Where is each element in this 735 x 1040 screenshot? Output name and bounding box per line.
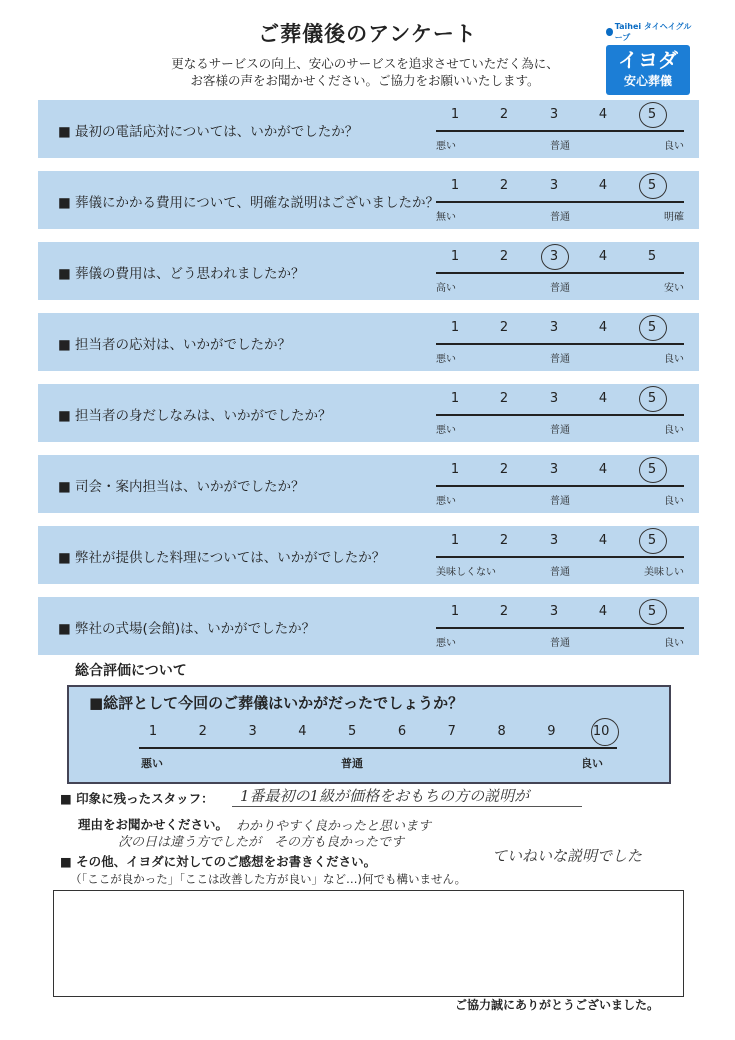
high-label: 良い bbox=[664, 354, 684, 365]
overall-option-2[interactable]: 2 bbox=[198, 724, 207, 739]
comment-box[interactable] bbox=[53, 890, 684, 997]
rating-option-1[interactable]: 1 bbox=[450, 107, 460, 122]
rating-option-4[interactable]: 4 bbox=[598, 178, 608, 193]
overall-question: ■総評として今回のご葬儀はいかがだったでしょうか？ bbox=[89, 694, 464, 712]
rating-option-4[interactable]: 4 bbox=[598, 462, 608, 477]
high-label: 良い bbox=[664, 638, 684, 649]
low-label: 悪い bbox=[436, 638, 456, 649]
mid-label: 普通 bbox=[550, 212, 570, 223]
staff-handwritten-3: 次の日は違う方でしたが その方も良かったです bbox=[118, 835, 405, 850]
question-text: ■ 葬儀にかかる費用について、明確な説明はございましたか？ bbox=[58, 195, 440, 211]
question-text: ■ 最初の電話応対については、いかがでしたか？ bbox=[58, 124, 359, 140]
rating-scale bbox=[436, 455, 684, 513]
rating-line bbox=[436, 272, 684, 274]
mid-label: 普通 bbox=[550, 283, 570, 294]
thanks-text: ご協力誠にありがとうございました。 bbox=[455, 998, 660, 1012]
low-label: 無い bbox=[436, 212, 456, 223]
overall-mid-label: 普通 bbox=[341, 757, 363, 770]
low-label: 悪い bbox=[436, 425, 456, 436]
mid-label: 普通 bbox=[550, 354, 570, 365]
staff-handwritten-2: わかりやすく良かったと思います bbox=[236, 819, 432, 834]
rating-option-5[interactable]: 5 bbox=[647, 604, 657, 619]
rating-scale bbox=[436, 171, 684, 229]
overall-option-7[interactable]: 7 bbox=[447, 724, 456, 739]
brand-box bbox=[606, 45, 690, 95]
mid-label: 普通 bbox=[550, 638, 570, 649]
mid-label: 普通 bbox=[550, 496, 570, 507]
high-label: 良い bbox=[664, 141, 684, 152]
rating-option-2[interactable]: 2 bbox=[499, 107, 509, 122]
brand-logo bbox=[606, 21, 692, 95]
rating-option-3[interactable]: 3 bbox=[549, 533, 559, 548]
rating-option-5[interactable]: 5 bbox=[647, 391, 657, 406]
question-row bbox=[38, 242, 699, 300]
brand-group-text: Taihei タイヘイグループ bbox=[614, 22, 692, 42]
rating-scale bbox=[436, 384, 684, 442]
rating-option-1[interactable]: 1 bbox=[450, 604, 460, 619]
rating-line bbox=[436, 130, 684, 132]
rating-option-3[interactable]: 3 bbox=[549, 391, 559, 406]
rating-option-2[interactable]: 2 bbox=[499, 533, 509, 548]
staff-handwritten-1: 1番最初の1級が価格をおもちの方の説明が bbox=[240, 787, 530, 805]
rating-option-4[interactable]: 4 bbox=[598, 320, 608, 335]
rating-option-3[interactable]: 3 bbox=[549, 462, 559, 477]
overall-option-4[interactable]: 4 bbox=[298, 724, 307, 739]
rating-option-5[interactable]: 5 bbox=[647, 462, 657, 477]
answer-circle bbox=[639, 102, 667, 128]
low-label: 悪い bbox=[436, 354, 456, 365]
mid-label: 普通 bbox=[550, 567, 570, 578]
rating-option-5[interactable]: 5 bbox=[647, 178, 657, 193]
page-title: ご葬儀後のアンケート bbox=[258, 22, 477, 46]
question-row bbox=[38, 384, 699, 442]
intro-line-2: お客様の声をお聞かせください。ご協力をお願いいたします。 bbox=[190, 73, 540, 88]
rating-option-1[interactable]: 1 bbox=[450, 462, 460, 477]
brand-sub: 安心葬儀 bbox=[623, 74, 672, 88]
rating-scale bbox=[436, 313, 684, 371]
rating-option-3[interactable]: 3 bbox=[549, 320, 559, 335]
overall-option-9[interactable]: 9 bbox=[547, 724, 556, 739]
answer-circle bbox=[541, 244, 569, 270]
rating-scale bbox=[436, 242, 684, 300]
reason-label: 理由をお聞かせください。 bbox=[78, 817, 229, 832]
overall-option-3[interactable]: 3 bbox=[248, 724, 257, 739]
rating-option-1[interactable]: 1 bbox=[450, 320, 460, 335]
low-label: 悪い bbox=[436, 141, 456, 152]
overall-option-1[interactable]: 1 bbox=[148, 724, 158, 739]
rating-option-3[interactable]: 3 bbox=[549, 178, 559, 193]
question-row bbox=[38, 171, 699, 229]
rating-scale bbox=[436, 100, 684, 158]
high-label: 明確 bbox=[664, 212, 684, 223]
overall-option-10[interactable]: 10 bbox=[592, 724, 610, 739]
rating-option-1[interactable]: 1 bbox=[450, 533, 460, 548]
rating-option-1[interactable]: 1 bbox=[450, 391, 460, 406]
rating-scale bbox=[436, 597, 684, 655]
high-label: 美味しい bbox=[644, 567, 684, 578]
rating-option-4[interactable]: 4 bbox=[598, 107, 608, 122]
rating-option-1[interactable]: 1 bbox=[450, 178, 460, 193]
staff-underline bbox=[232, 806, 582, 807]
rating-option-3[interactable]: 3 bbox=[549, 107, 559, 122]
overall-answer-circle bbox=[591, 718, 619, 746]
rating-option-2[interactable]: 2 bbox=[499, 320, 509, 335]
rating-line bbox=[436, 627, 684, 629]
overall-scale-line bbox=[139, 747, 617, 749]
rating-option-3[interactable]: 3 bbox=[549, 249, 559, 264]
overall-option-6[interactable]: 6 bbox=[397, 724, 407, 739]
overall-option-8[interactable]: 8 bbox=[497, 724, 506, 739]
intro-text bbox=[130, 55, 600, 89]
staff-label: ■ 印象に残ったスタッフ： bbox=[60, 791, 214, 806]
question-row bbox=[38, 597, 699, 655]
overall-option-5[interactable]: 5 bbox=[348, 724, 357, 739]
taihei-logo-icon bbox=[606, 28, 613, 36]
high-label: 良い bbox=[664, 425, 684, 436]
impressions-label: ■ その他、イヨダに対してのご感想をお書きください。 bbox=[60, 854, 377, 869]
question-text: ■ 担当者の身だしなみは、いかがでしたか？ bbox=[58, 408, 332, 424]
impressions-note: （「ここが良かった」「ここは改善した方が良い」など…)何でも構いません。 bbox=[70, 872, 467, 886]
answer-circle bbox=[639, 599, 667, 625]
question-text: ■ 担当者の応対は、いかがでしたか？ bbox=[58, 337, 292, 353]
rating-line bbox=[436, 343, 684, 345]
question-row bbox=[38, 313, 699, 371]
question-row bbox=[38, 526, 699, 584]
question-row bbox=[38, 100, 699, 158]
question-text: ■ 弊社が提供した料理については、いかがでしたか？ bbox=[58, 550, 386, 566]
rating-line bbox=[436, 201, 684, 203]
low-label: 悪い bbox=[436, 496, 456, 507]
overall-heading: 総合評価について bbox=[75, 663, 187, 679]
low-label: 高い bbox=[436, 283, 456, 294]
brand-name: イヨダ bbox=[618, 48, 678, 72]
question-text: ■ 司会・案内担当は、いかがでしたか？ bbox=[58, 479, 305, 495]
rating-line bbox=[436, 556, 684, 558]
rating-option-4[interactable]: 4 bbox=[598, 391, 608, 406]
rating-option-5[interactable]: 5 bbox=[647, 533, 657, 548]
question-text: ■ 弊社の式場(会館)は、いかがでしたか？ bbox=[58, 621, 316, 637]
question-text: ■ 葬儀の費用は、どう思われましたか？ bbox=[58, 266, 305, 282]
answer-circle bbox=[639, 386, 667, 412]
answer-circle bbox=[639, 457, 667, 483]
rating-option-2[interactable]: 2 bbox=[499, 604, 509, 619]
overall-rating-box bbox=[67, 685, 671, 784]
rating-option-2[interactable]: 2 bbox=[499, 249, 509, 264]
rating-line bbox=[436, 414, 684, 416]
rating-option-5[interactable]: 5 bbox=[647, 320, 657, 335]
rating-option-4[interactable]: 4 bbox=[598, 249, 608, 264]
low-label: 美味しくない bbox=[436, 567, 496, 578]
answer-circle bbox=[639, 528, 667, 554]
rating-option-2[interactable]: 2 bbox=[499, 178, 509, 193]
mid-label: 普通 bbox=[550, 425, 570, 436]
rating-option-4[interactable]: 4 bbox=[598, 533, 608, 548]
rating-option-1[interactable]: 1 bbox=[450, 249, 460, 264]
rating-option-4[interactable]: 4 bbox=[598, 604, 608, 619]
overall-low-label: 悪い bbox=[141, 757, 163, 770]
rating-option-3[interactable]: 3 bbox=[549, 604, 559, 619]
answer-circle bbox=[639, 315, 667, 341]
high-label: 良い bbox=[664, 496, 684, 507]
rating-option-5[interactable]: 5 bbox=[647, 249, 657, 264]
rating-scale bbox=[436, 526, 684, 584]
high-label: 安い bbox=[664, 283, 684, 294]
rating-line bbox=[436, 485, 684, 487]
answer-circle bbox=[639, 173, 667, 199]
question-row bbox=[38, 455, 699, 513]
overall-high-label: 良い bbox=[581, 757, 603, 770]
mid-label: 普通 bbox=[550, 141, 570, 152]
staff-handwritten-4: ていねいな説明でした bbox=[492, 847, 643, 865]
intro-line-1: 更なるサービスの向上、安心のサービスを追求させていただく為に、 bbox=[171, 56, 559, 71]
rating-option-5[interactable]: 5 bbox=[647, 107, 657, 122]
rating-option-2[interactable]: 2 bbox=[499, 391, 509, 406]
brand-group bbox=[606, 21, 692, 43]
rating-option-2[interactable]: 2 bbox=[499, 462, 509, 477]
